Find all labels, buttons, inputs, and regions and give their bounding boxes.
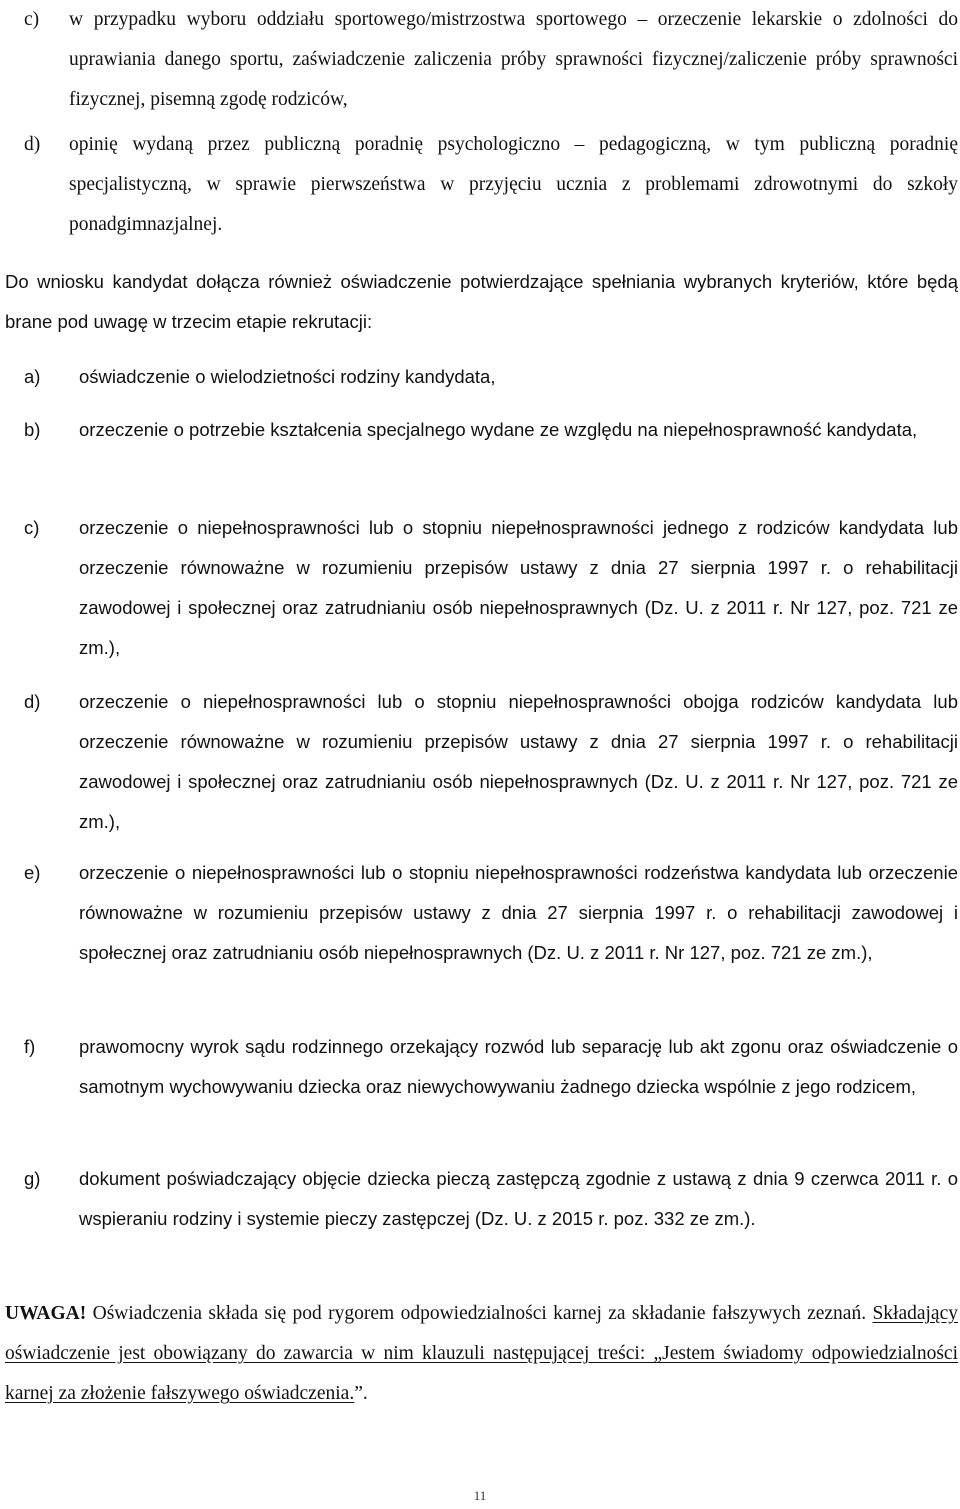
list-text: w przypadku wyboru oddziału sportowego/mistrzostwa sportowego – orzeczenie lekarskie o zdolności do uprawiania danego sportu, zaświadczenie zaliczenia próby sprawności fizycznej/zaliczenie próby sprawności fizycznej, pisemną zgodę rodziców,	[69, 9, 958, 110]
warning-text: Oświadczenia składa się pod rygorem odpowiedzialności karnej za składanie fałszywych zeznań.	[86, 1303, 873, 1324]
list-item-b	[24, 410, 958, 450]
list-item-a	[24, 357, 958, 397]
list-text: prawomocny wyrok sądu rodzinnego orzekający rozwód lub separację lub akt zgonu oraz oświadczenie o samotnym wychowywaniu dziecka oraz niewychowywaniu żadnego dziecka wspólnie z jego rodzicem,	[79, 1036, 958, 1097]
warning-tail: ”.	[354, 1383, 368, 1404]
warning-clause: Składający oświadczenie jest obowiązany do zawarcia w nim klauzuli następującej treści: „Jestem świadomy odpowiedzialności karnej za złożenie fałszywego oświadczenia.	[5, 1303, 958, 1404]
warning-paragraph	[5, 1294, 958, 1414]
list-label: b)	[24, 419, 41, 440]
list-item-f	[24, 1027, 958, 1107]
list-text: orzeczenie o potrzebie kształcenia specjalnego wydane ze względu na niepełnosprawność kandydata,	[79, 419, 918, 440]
list-item-top-d	[24, 125, 958, 245]
list-label: a)	[24, 366, 41, 387]
list-label: c)	[24, 517, 40, 538]
list-text: dokument poświadczający objęcie dziecka pieczą zastępczą zgodnie z ustawą z dnia 9 czerwca 2011 r. o wspieraniu rodziny i systemie pieczy zastępczej (Dz. U. z 2015 r. poz. 332 ze zm.).	[79, 1168, 958, 1229]
list-text: orzeczenie o niepełnosprawności lub o stopniu niepełnosprawności obojga rodziców kandydata lub orzeczenie równoważne w rozumieniu przepisów ustawy z dnia 27 sierpnia 1997 r. o rehabilitacji zawodowej i społecznej oraz zatrudnianiu osób niepełnosprawnych (Dz. U. z 2011 r. Nr 127, poz. 721 ze zm.),	[79, 691, 958, 832]
list-text: opinię wydaną przez publiczną poradnię psychologiczno – pedagogiczną, w tym publiczną poradnię specjalistyczną, w sprawie pierwszeństwa w przyjęciu ucznia z problemami zdrowotnymi do szkoły ponadgimnazjalnej.	[69, 134, 958, 235]
list-text: orzeczenie o niepełnosprawności lub o stopniu niepełnosprawności jednego z rodziców kandydata lub orzeczenie równoważne w rozumieniu przepisów ustawy z dnia 27 sierpnia 1997 r. o rehabilitacji zawodowej i społecznej oraz zatrudnianiu osób niepełnosprawnych (Dz. U. z 2011 r. Nr 127, poz. 721 ze zm.),	[79, 517, 958, 658]
list-label: f)	[24, 1036, 36, 1057]
list-label: d)	[24, 691, 41, 712]
list-label: c)	[24, 9, 40, 30]
page-number: 11	[473, 1488, 487, 1503]
list-text: oświadczenie o wielodzietności rodziny kandydata,	[79, 366, 496, 387]
list-label: e)	[24, 862, 41, 883]
list-label: g)	[24, 1168, 41, 1189]
list-item-c	[24, 508, 958, 668]
intro-paragraph: Do wniosku kandydat dołącza również oświadczenie potwierdzające spełniania wybranych kryteriów, które będą brane pod uwagę w trzecim etapie rekrutacji:	[5, 271, 958, 332]
list-text: orzeczenie o niepełnosprawności lub o stopniu niepełnosprawności rodzeństwa kandydata lub orzeczenie równoważne w rozumieniu przepisów ustawy z dnia 27 sierpnia 1997 r. o rehabilitacji zawodowej i społecznej oraz zatrudnianiu osób niepełnosprawnych (Dz. U. z 2011 r. Nr 127, poz. 721 ze zm.),	[79, 862, 958, 963]
warning-label: UWAGA!	[5, 1303, 87, 1324]
list-item-top-c	[24, 0, 958, 120]
list-label: d)	[24, 134, 41, 155]
list-item-d	[24, 682, 958, 842]
list-item-g	[24, 1159, 958, 1239]
list-item-e	[24, 853, 958, 973]
